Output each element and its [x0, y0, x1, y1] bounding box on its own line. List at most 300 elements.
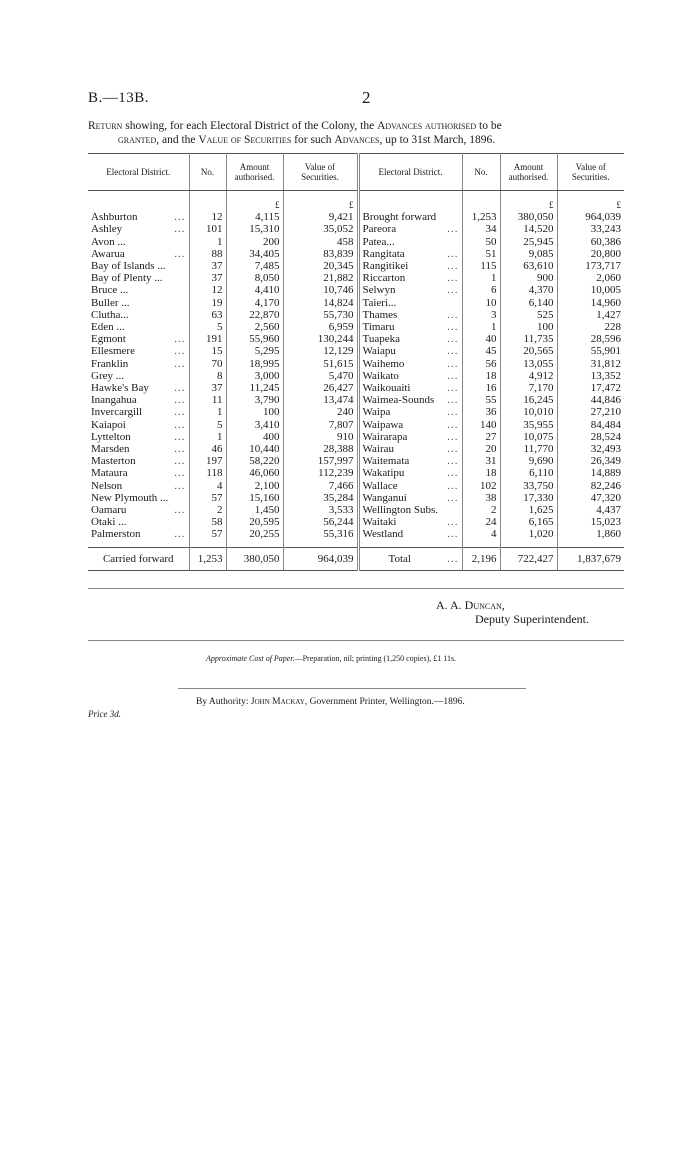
total-value: 1,837,679	[557, 547, 624, 570]
no-cell: 191	[189, 333, 226, 345]
value-cell: 964,039	[585, 211, 621, 224]
value-cell: 31,812	[590, 357, 621, 370]
district-cell	[88, 284, 189, 296]
value-cell: 6,959	[283, 321, 358, 333]
leader-dots: ...	[447, 430, 459, 443]
no-cell: 20	[462, 443, 500, 455]
col-header-district-left: Electoral District.	[88, 154, 189, 191]
printer-name: John Mackay	[250, 697, 305, 707]
no-cell: 1	[189, 236, 226, 248]
amount-cell: 400	[226, 431, 283, 443]
leader-dots: ...	[447, 443, 459, 456]
value-cell: 3,533	[283, 504, 358, 516]
no-cell: 101	[189, 223, 226, 235]
leader-dots: ...	[447, 321, 459, 334]
page-number: 2	[362, 88, 371, 107]
amount-cell: 7,170	[500, 382, 557, 394]
leader-dots: ...	[174, 455, 186, 468]
heading-advances-authorised: Advances authorised	[377, 120, 477, 132]
leader-dots: ...	[174, 357, 186, 370]
amount-cell: 2,100	[226, 480, 283, 492]
value-cell: 83,839	[283, 248, 358, 260]
district-name: Waitemata	[362, 455, 410, 468]
district-name: Grey ...	[91, 369, 124, 382]
leader-dots: ...	[447, 223, 459, 236]
amount-cell: 8,050	[226, 272, 283, 284]
leader-dots: ...	[174, 211, 186, 224]
district-name: Waikato	[362, 369, 399, 382]
no-cell: 1	[462, 272, 500, 284]
no-cell: 4	[189, 480, 226, 492]
district-cell	[88, 223, 189, 235]
district-cell	[358, 504, 462, 516]
amount-cell: 18,995	[226, 358, 283, 370]
value-cell: 60,386	[590, 235, 621, 248]
amount-cell: 3,000	[226, 370, 283, 382]
no-cell: 31	[462, 455, 500, 467]
amount-cell: 4,410	[226, 284, 283, 296]
no-cell: 24	[462, 516, 500, 528]
value-cell: 1,860	[596, 528, 621, 541]
value-cell: 9,421	[283, 211, 358, 223]
district-cell	[88, 333, 189, 345]
carried-forward-amount: 380,050	[226, 547, 283, 570]
district-cell	[358, 297, 462, 309]
table-row	[88, 211, 624, 223]
district-cell	[358, 284, 462, 296]
amount-cell: 9,085	[500, 248, 557, 260]
no-cell: 2	[189, 504, 226, 516]
value-cell: 14,824	[283, 297, 358, 309]
heading-text-3: , and the	[156, 134, 199, 146]
authority-prefix: By Authority:	[196, 697, 251, 707]
leader-dots: ...	[447, 418, 459, 431]
value-cell: 12,129	[283, 345, 358, 357]
amount-cell: 100	[226, 406, 283, 418]
leader-dots: ...	[447, 345, 459, 358]
col-header-value-right: Value of Securities.	[557, 154, 624, 191]
leader-dots: ...	[447, 528, 459, 541]
table-row	[88, 419, 624, 431]
table-row	[88, 345, 624, 357]
district-cell	[358, 260, 462, 272]
no-cell: 16	[462, 382, 500, 394]
value-cell: 17,472	[590, 382, 621, 395]
district-name: Ashley	[91, 223, 123, 236]
district-cell	[358, 236, 462, 248]
amount-cell: 14,520	[500, 223, 557, 235]
district-name: Bruce ...	[91, 284, 129, 297]
amount-cell: 7,485	[226, 260, 283, 272]
table-row	[88, 382, 624, 394]
amount-cell: 100	[500, 321, 557, 333]
no-cell: 45	[462, 345, 500, 357]
signature-block	[436, 598, 589, 626]
value-cell: 51,615	[283, 358, 358, 370]
value-cell: 5,470	[283, 370, 358, 382]
district-cell	[358, 394, 462, 406]
no-cell: 118	[189, 467, 226, 479]
district-name: Wanganui	[362, 491, 407, 504]
heading-text-1: showing, for each Electoral District of the Colony, the	[122, 120, 378, 132]
no-cell: 11	[189, 394, 226, 406]
district-name: Masterton	[91, 455, 136, 468]
district-name: Waipa	[362, 406, 391, 419]
table-row	[88, 443, 624, 455]
value-cell: 13,474	[283, 394, 358, 406]
value-cell: 35,284	[283, 492, 358, 504]
district-cell	[88, 248, 189, 260]
document-reference: B.—13B.	[88, 90, 150, 106]
leader-dots: ...	[174, 394, 186, 407]
total-label: Total	[388, 552, 411, 565]
district-name: Otaki ...	[91, 516, 127, 529]
amount-cell: 13,055	[500, 358, 557, 370]
value-cell: 28,524	[590, 430, 621, 443]
table-row	[88, 333, 624, 345]
table-row	[88, 236, 624, 248]
district-name: Palmerston	[91, 528, 141, 541]
total-label-cell	[358, 547, 462, 570]
table-row	[88, 455, 624, 467]
signatory-title: Deputy Superintendent.	[475, 612, 589, 626]
no-cell: 18	[462, 467, 500, 479]
district-name: Wallace	[362, 479, 398, 492]
leader-dots: ...	[174, 223, 186, 236]
district-cell	[88, 419, 189, 431]
no-cell: 34	[462, 223, 500, 235]
currency-symbol: £	[616, 200, 621, 210]
amount-cell: 11,770	[500, 443, 557, 455]
currency-symbol: £	[226, 191, 283, 212]
district-cell	[358, 370, 462, 382]
no-cell: 40	[462, 333, 500, 345]
no-cell: 58	[189, 516, 226, 528]
amount-cell: 525	[500, 309, 557, 321]
no-cell: 12	[189, 211, 226, 223]
leader-dots: ...	[174, 382, 186, 395]
district-cell	[358, 309, 462, 321]
district-name: Nelson	[91, 479, 123, 492]
amount-cell: 900	[500, 272, 557, 284]
district-cell	[88, 443, 189, 455]
leader-dots: ...	[174, 418, 186, 431]
district-name: Selwyn	[362, 284, 396, 297]
table-row	[88, 284, 624, 296]
amount-cell: 4,370	[500, 284, 557, 296]
amount-cell: 4,170	[226, 297, 283, 309]
district-name: Oamaru	[91, 504, 127, 517]
cost-note	[206, 654, 456, 663]
district-name: Waiapu	[362, 345, 396, 358]
no-cell: 3	[462, 309, 500, 321]
value-cell: 15,023	[590, 516, 621, 529]
table-row	[88, 516, 624, 528]
district-name: Eden ...	[91, 321, 125, 334]
amount-cell: 9,690	[500, 455, 557, 467]
total-leader-dots: ...	[447, 552, 459, 565]
no-cell: 37	[189, 272, 226, 284]
district-name: Kaiapoi	[91, 418, 126, 431]
value-cell: 33,243	[590, 223, 621, 236]
amount-cell: 22,870	[226, 309, 283, 321]
district-name: Westland	[362, 528, 404, 541]
amount-cell: 4,912	[500, 370, 557, 382]
amount-cell: 10,440	[226, 443, 283, 455]
district-name: Ellesmere	[91, 345, 135, 358]
value-cell: 2,060	[596, 272, 621, 285]
value-cell: 20,800	[590, 247, 621, 260]
leader-dots: ...	[174, 345, 186, 358]
amount-cell: 20,565	[500, 345, 557, 357]
amount-cell: 16,245	[500, 394, 557, 406]
district-cell	[88, 321, 189, 333]
leader-dots: ...	[447, 357, 459, 370]
district-cell	[88, 297, 189, 309]
district-name: Mataura	[91, 467, 128, 480]
currency-symbol: £	[283, 191, 358, 212]
district-cell	[88, 345, 189, 357]
no-cell: 1	[189, 406, 226, 418]
district-name: Brought forward	[362, 211, 437, 224]
carried-forward-no: 1,253	[189, 547, 226, 570]
district-cell	[88, 370, 189, 382]
amount-cell: 20,255	[226, 528, 283, 540]
value-cell: 458	[283, 236, 358, 248]
amount-cell: 1,020	[500, 528, 557, 540]
heading-text-4: for such	[291, 134, 335, 146]
table-row	[88, 297, 624, 309]
value-cell: 7,466	[283, 480, 358, 492]
district-cell	[358, 358, 462, 370]
district-cell	[88, 431, 189, 443]
value-cell: 20,345	[283, 260, 358, 272]
leader-dots: ...	[447, 516, 459, 529]
table-row	[88, 358, 624, 370]
table-row	[88, 492, 624, 504]
no-cell: 12	[189, 284, 226, 296]
price-note: Price 3d.	[88, 709, 121, 719]
district-cell	[88, 382, 189, 394]
no-cell: 63	[189, 309, 226, 321]
value-cell: 10,005	[590, 284, 621, 297]
district-cell	[88, 394, 189, 406]
value-cell: 55,730	[283, 309, 358, 321]
district-cell	[358, 321, 462, 333]
district-cell	[358, 406, 462, 418]
amount-cell: 15,310	[226, 223, 283, 235]
no-cell: 140	[462, 419, 500, 431]
amount-cell: 63,610	[500, 260, 557, 272]
district-cell	[358, 419, 462, 431]
table-row	[88, 248, 624, 260]
amount-cell: 15,160	[226, 492, 283, 504]
leader-dots: ...	[174, 528, 186, 541]
value-cell: 26,427	[283, 382, 358, 394]
value-cell: 47,320	[590, 491, 621, 504]
district-name: Waimea-Sounds	[362, 394, 435, 407]
no-cell: 115	[462, 260, 500, 272]
district-name: Rangitikei	[362, 260, 409, 273]
district-cell	[88, 211, 189, 223]
district-cell	[358, 345, 462, 357]
district-name: Tuapeka	[362, 333, 400, 346]
no-cell: 15	[189, 345, 226, 357]
leader-dots: ...	[447, 491, 459, 504]
value-cell: 44,846	[590, 394, 621, 407]
value-cell: 4,437	[596, 504, 621, 517]
district-cell	[88, 358, 189, 370]
table-row	[88, 394, 624, 406]
amount-cell: 17,330	[500, 492, 557, 504]
rule-above-cost	[88, 640, 624, 641]
value-cell: 910	[283, 431, 358, 443]
district-name: Avon ...	[91, 235, 126, 248]
total-amount: 722,427	[500, 547, 557, 570]
leader-dots: ...	[447, 260, 459, 273]
district-name: Franklin	[91, 357, 129, 370]
value-cell: 130,244	[283, 333, 358, 345]
amount-cell: 11,735	[500, 333, 557, 345]
table-row	[88, 467, 624, 479]
rule-above-authority	[178, 688, 526, 689]
col-header-amount-right: Amount authorised.	[500, 154, 557, 191]
heading-advances: Advances	[334, 134, 380, 146]
district-cell	[358, 211, 462, 223]
district-name: Marsden	[91, 443, 130, 456]
amount-cell: 2,560	[226, 321, 283, 333]
amount-cell: 5,295	[226, 345, 283, 357]
leader-dots: ...	[447, 467, 459, 480]
leader-dots: ...	[447, 308, 459, 321]
table-row	[88, 504, 624, 516]
no-cell: 8	[189, 370, 226, 382]
district-cell	[88, 455, 189, 467]
district-cell	[88, 236, 189, 248]
table-header-row	[88, 154, 624, 191]
amount-cell: 3,790	[226, 394, 283, 406]
col-header-no-left: No.	[189, 154, 226, 191]
no-cell: 37	[189, 260, 226, 272]
value-cell: 1,427	[596, 308, 621, 321]
table-row	[88, 370, 624, 382]
district-cell	[358, 492, 462, 504]
value-cell: 14,960	[590, 296, 621, 309]
value-cell: 240	[283, 406, 358, 418]
amount-cell: 1,625	[500, 504, 557, 516]
no-cell: 50	[462, 236, 500, 248]
amount-cell: 35,955	[500, 419, 557, 431]
cost-text: —Preparation, nil; printing (1,250 copies), £1 11s.	[294, 654, 457, 663]
district-name: Patea...	[362, 235, 395, 248]
district-name: Wellington Subs.	[362, 504, 439, 517]
col-header-value-left: Value of Securities.	[283, 154, 358, 191]
leader-dots: ...	[447, 382, 459, 395]
amount-cell: 46,060	[226, 467, 283, 479]
value-cell: 55,901	[590, 345, 621, 358]
amount-cell: 10,075	[500, 431, 557, 443]
value-cell: 13,352	[590, 369, 621, 382]
value-cell: 55,316	[283, 528, 358, 540]
district-cell	[88, 492, 189, 504]
no-cell: 55	[462, 394, 500, 406]
district-name: Egmont	[91, 333, 126, 346]
no-cell: 197	[189, 455, 226, 467]
rule-below-table	[88, 588, 624, 589]
leader-dots: ...	[447, 284, 459, 297]
no-cell: 1	[189, 431, 226, 443]
no-cell: 37	[189, 382, 226, 394]
value-cell: 7,807	[283, 419, 358, 431]
district-name: Waitaki	[362, 516, 397, 529]
amount-cell: 33,750	[500, 480, 557, 492]
district-name: Waihemo	[362, 357, 405, 370]
authority-line	[196, 697, 465, 707]
heading-granted: granted	[118, 134, 157, 146]
heading-text-2: to be	[476, 120, 502, 132]
amount-cell: 380,050	[500, 211, 557, 223]
district-cell	[358, 431, 462, 443]
district-name: Wairau	[362, 443, 394, 456]
amount-cell: 200	[226, 236, 283, 248]
amount-cell: 10,010	[500, 406, 557, 418]
leader-dots: ...	[174, 406, 186, 419]
currency-row	[88, 191, 624, 212]
value-cell: 32,493	[590, 443, 621, 456]
leader-dots: ...	[447, 247, 459, 260]
amount-cell: 20,595	[226, 516, 283, 528]
district-name: Waikouaiti	[362, 382, 411, 395]
leader-dots: ...	[174, 467, 186, 480]
no-cell: 36	[462, 406, 500, 418]
heading-return: Return	[88, 120, 123, 132]
district-cell	[88, 516, 189, 528]
heading-value-of-securities: Value of Securities	[198, 134, 292, 146]
no-cell: 19	[189, 297, 226, 309]
leader-dots: ...	[447, 272, 459, 285]
district-name: Rangitata	[362, 247, 405, 260]
district-name: Wakatipu	[362, 467, 405, 480]
value-cell: 14,889	[590, 467, 621, 480]
no-cell: 57	[189, 528, 226, 540]
advances-return-table	[88, 153, 624, 571]
district-cell	[358, 480, 462, 492]
amount-cell: 6,165	[500, 516, 557, 528]
no-cell: 27	[462, 431, 500, 443]
value-cell: 27,210	[590, 406, 621, 419]
district-name: Wairarapa	[362, 430, 408, 443]
leader-dots: ...	[174, 430, 186, 443]
district-name: Ashburton	[91, 211, 138, 224]
district-name: Lyttelton	[91, 430, 131, 443]
district-name: Buller ...	[91, 296, 130, 309]
district-cell	[358, 272, 462, 284]
col-header-district-right: Electoral District.	[358, 154, 462, 191]
district-name: Pareora	[362, 223, 397, 236]
no-cell: 1	[462, 321, 500, 333]
value-cell: 28,596	[590, 333, 621, 346]
no-cell: 2	[462, 504, 500, 516]
amount-cell: 34,405	[226, 248, 283, 260]
district-cell	[358, 333, 462, 345]
district-cell	[358, 467, 462, 479]
no-cell: 46	[189, 443, 226, 455]
value-cell: 82,246	[590, 479, 621, 492]
value-cell: 84,484	[590, 418, 621, 431]
district-cell	[88, 260, 189, 272]
table-row	[88, 321, 624, 333]
district-cell	[358, 382, 462, 394]
